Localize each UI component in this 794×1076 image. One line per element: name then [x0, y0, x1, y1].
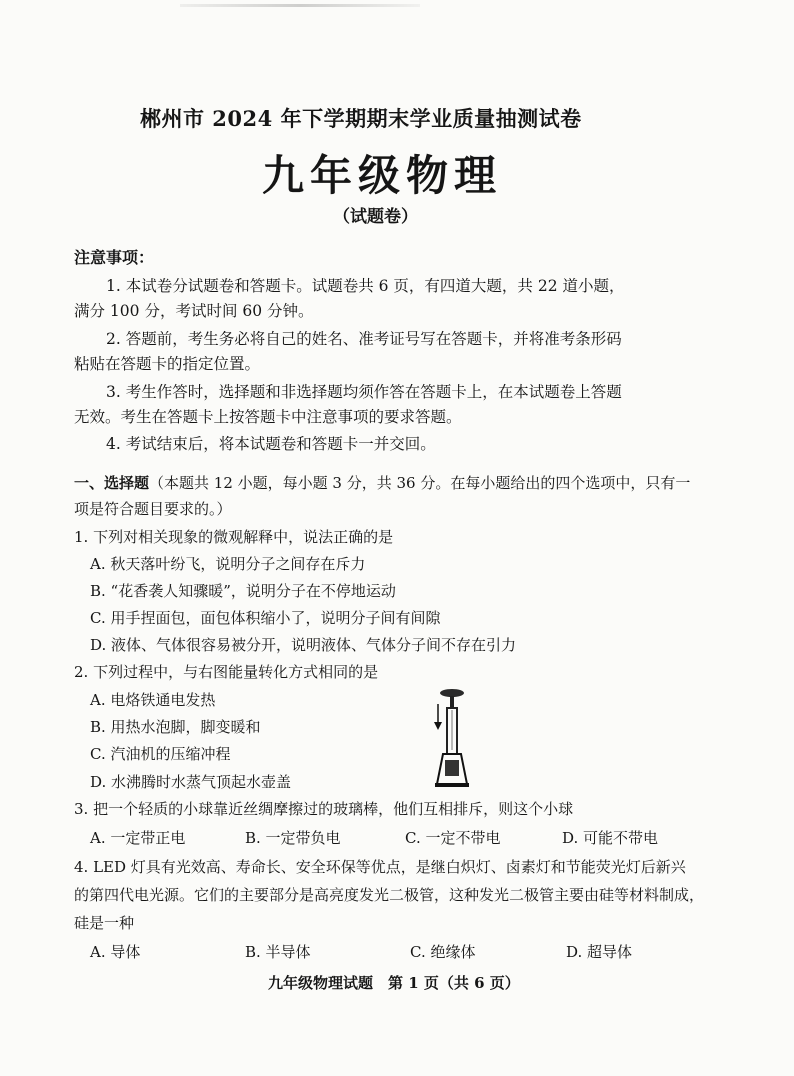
notice-line: 2. 答题前，考生务必将自己的姓名、准考证号写在答题卡，并将准考条形码 — [106, 330, 622, 348]
exam-title-line: 郴州市 2024 年下学期期末学业质量抽测试卷 — [140, 106, 582, 131]
notice-line: 3. 考生作答时，选择题和非选择题均须作答在答题卡上，在本试题卷上答题 — [106, 383, 622, 401]
option: D. 水沸腾时水蒸气顶起水壶盖 — [90, 773, 292, 791]
option: D. 可能不带电 — [562, 829, 659, 847]
section-desc-cont: 项是符合题目要求的。） — [74, 500, 232, 518]
question-stem: 3. 把一个轻质的小球靠近丝绸摩擦过的玻璃棒，他们互相排斥，则这个小球 — [74, 800, 574, 818]
notice-line: 满分 100 分，考试时间 60 分钟。 — [74, 302, 314, 320]
option: A. 秋天落叶纷飞，说明分子之间存在斥力 — [90, 555, 366, 573]
option: B. 用热水泡脚，脚变暖和 — [90, 718, 261, 736]
section-desc: （本题共 12 小题，每小题 3 分，共 36 分。在每小题给出的四个选项中，只有一 — [149, 474, 691, 492]
piston-handle — [440, 689, 464, 697]
page-subtitle: （试题卷） — [333, 207, 418, 227]
option: B. 一定带负电 — [245, 829, 341, 847]
option: A. 电烙铁通电发热 — [90, 691, 216, 709]
notice-line: 粘贴在答题卡的指定位置。 — [74, 355, 261, 373]
piston-rod — [450, 696, 454, 708]
page-title: 九年级物理 — [262, 151, 503, 200]
option: C. 用手捏面包，面包体积缩小了，说明分子间有间隙 — [90, 609, 441, 627]
scan-artifact — [180, 4, 420, 7]
question-stem: 2. 下列过程中，与右图能量转化方式相同的是 — [74, 663, 379, 681]
compression-ignition-apparatus-figure — [425, 686, 475, 788]
section-heading-line — [74, 472, 690, 493]
option: B. 半导体 — [245, 943, 311, 961]
base-window — [445, 760, 459, 776]
option: D. 超导体 — [566, 943, 633, 961]
option: A. 一定带正电 — [90, 829, 186, 847]
notice-heading: 注意事项： — [74, 248, 155, 267]
question-stem: 4. LED 灯具有光效高、寿命长、安全环保等优点，是继白炽灯、卤素灯和节能荧光灯后新兴 — [74, 858, 686, 876]
option: D. 液体、气体很容易被分开，说明液体、气体分子间不存在引力 — [90, 636, 517, 654]
notice-line: 1. 本试卷分试题卷和答题卡。试题卷共 6 页，有四道大题，共 22 道小题， — [106, 277, 625, 295]
notice-line: 4. 考试结束后，将本试题卷和答题卡一并交回。 — [106, 435, 436, 453]
option: B. “花香袭人知骤暖”，说明分子在不停地运动 — [90, 582, 396, 600]
option: A. 导体 — [90, 943, 141, 961]
question-stem-cont: 的第四代电光源。它们的主要部分是高亮度发光二极管，这种发光二极管主要由硅等材料制成， — [74, 886, 705, 904]
option: C. 绝缘体 — [410, 943, 476, 961]
question-stem: 1. 下列对相关现象的微观解释中，说法正确的是 — [74, 528, 394, 546]
page-footer: 九年级物理试题 第 1 页（共 6 页） — [268, 974, 520, 992]
question-stem-cont: 硅是一种 — [74, 914, 135, 932]
option: C. 一定不带电 — [405, 829, 501, 847]
base-foot — [435, 783, 469, 787]
option: C. 汽油机的压缩冲程 — [90, 745, 231, 763]
section-heading: 一、选择题 — [74, 474, 150, 492]
notice-line: 无效。考生在答题卡上按答题卡中注意事项的要求答题。 — [74, 408, 462, 426]
push-arrow-icon — [434, 722, 442, 730]
